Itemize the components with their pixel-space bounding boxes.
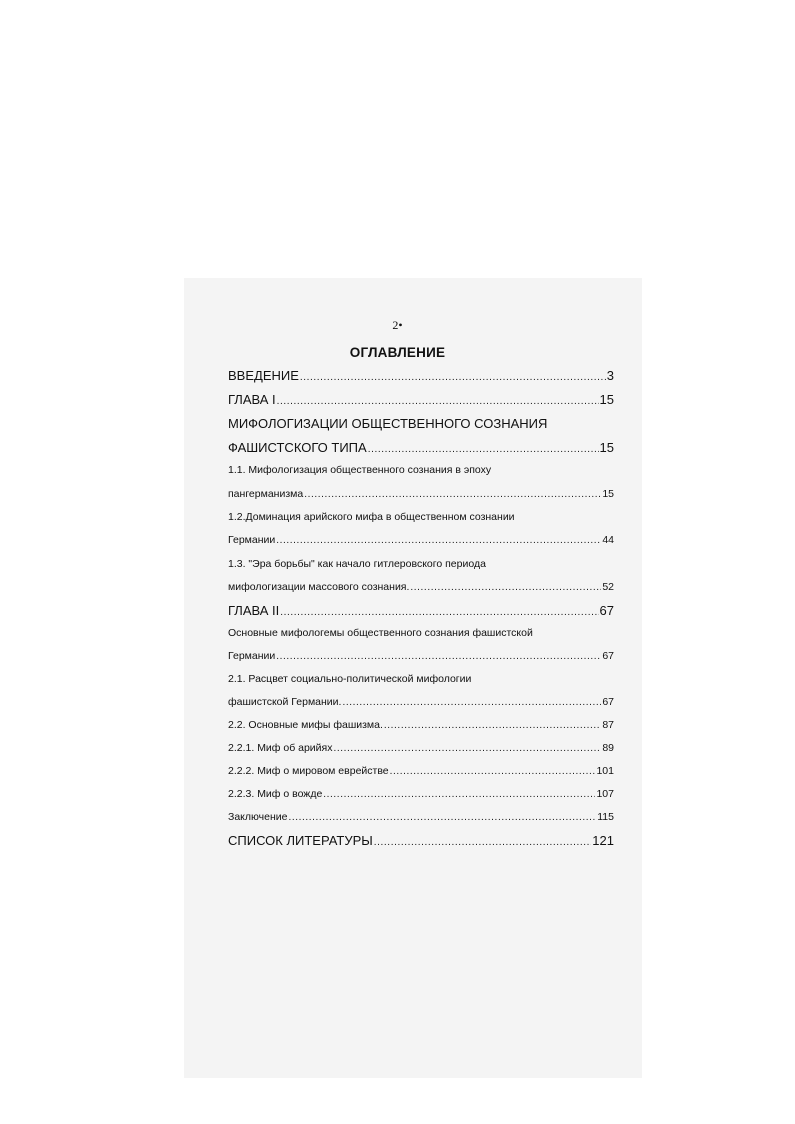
toc-title: ОГЛАВЛЕНИЕ [349, 345, 446, 360]
toc-entry-chapter-2[interactable]: ГЛАВА II ..... 67 [228, 603, 614, 618]
toc-entry-section-2-1[interactable]: фашистской Германии. ..... 67 [228, 696, 614, 708]
toc-entry-section-1-3[interactable]: мифологизации массового сознания. ..... 52 [228, 581, 614, 593]
toc-entry-section-1-1[interactable]: пангерманизма ..... 15 [228, 488, 614, 500]
toc-entry-section-2-2-1[interactable]: 2.2.1. Миф об арийях ..... 89 [228, 742, 614, 754]
toc-entry-introduction[interactable]: ВВЕДЕНИЕ ..... 3 [228, 368, 614, 383]
toc-entry-section-1-2[interactable]: Германии ..... 44 [228, 534, 614, 546]
toc-chapter-2-title-line-1: Основные мифологемы общественного сознания фашистской [228, 627, 533, 639]
toc-entry-chapter-1[interactable]: ГЛАВА I ..... 15 [228, 392, 614, 407]
toc-entry-chapter-2-title[interactable]: Германии ..... 67 [228, 650, 614, 662]
toc-section-1-1-line-1: 1.1. Мифологизация общественного сознания в эпоху [228, 464, 492, 476]
page-number: 2• [392, 318, 403, 332]
toc-entry-section-2-2-3[interactable]: 2.2.3. Миф о вожде ..... 107 [228, 788, 614, 800]
toc-entry-bibliography[interactable]: СПИСОК ЛИТЕРАТУРЫ ..... 121 [228, 833, 614, 848]
toc-entry-section-2-2-2[interactable]: 2.2.2. Миф о мировом еврействе ..... 101 [228, 765, 614, 777]
toc-section-1-3-line-1: 1.3. "Эра борьбы" как начало гитлеровского периода [228, 558, 486, 570]
toc-section-1-2-line-1: 1.2.Доминация арийского мифа в общественном сознании [228, 511, 515, 523]
toc-chapter-1-title-line-1: МИФОЛОГИЗАЦИИ ОБЩЕСТВЕННОГО СОЗНАНИЯ [228, 416, 548, 431]
toc-entry-conclusion[interactable]: Заключение ..... 115 [228, 811, 614, 823]
toc-section-2-1-line-1: 2.1. Расцвет социально-политической мифологии [228, 673, 472, 685]
toc-entry-chapter-1-title[interactable]: ФАШИСТСКОГО ТИПА ..... 15 [228, 440, 614, 455]
toc-entry-section-2-2[interactable]: 2.2. Основные мифы фашизма. ..... 87 [228, 719, 614, 731]
